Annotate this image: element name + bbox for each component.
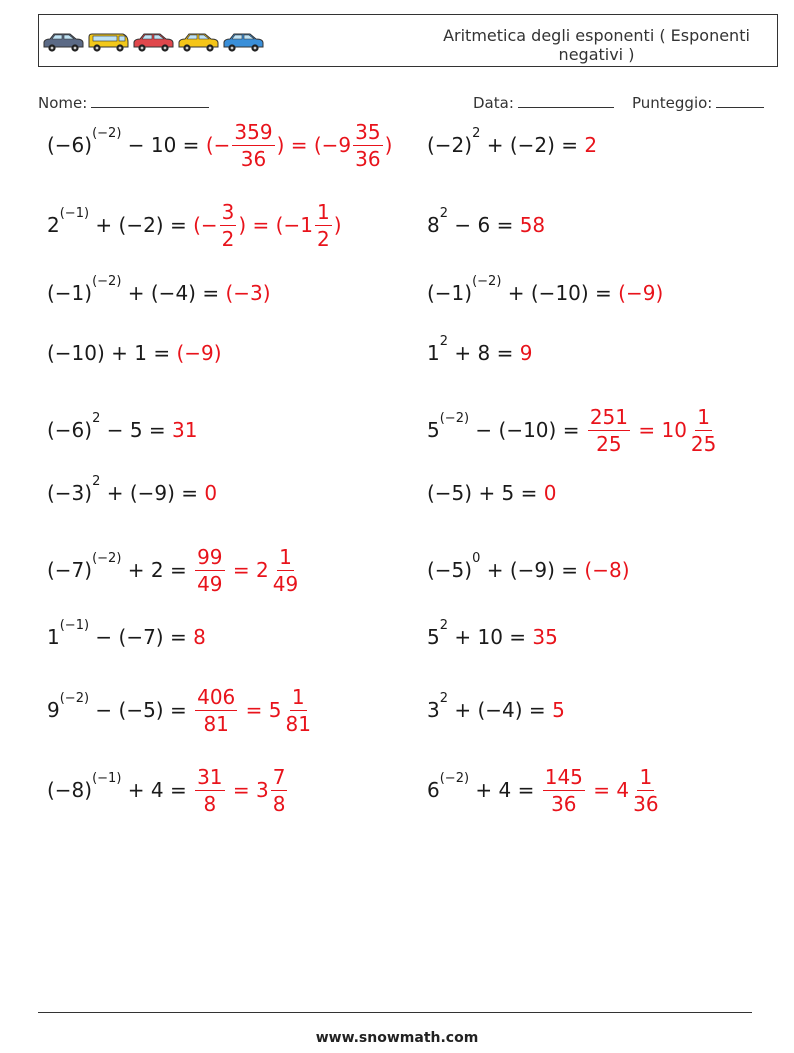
problem-expression [427,334,520,365]
fraction-numerator: 7 [272,764,286,789]
fraction [220,199,237,251]
expression-text: + 2 = [121,558,194,582]
answer-text: 2 [584,133,598,157]
problem-expression [427,691,553,722]
problem-expression [47,551,194,582]
expression-text: + 10 = [448,625,533,649]
score-blank [716,93,764,108]
answer-text: = 4 [586,778,630,802]
fraction-numerator: 1 [639,764,653,789]
problem-expression [47,618,194,649]
fraction [195,764,224,816]
fraction [353,119,382,171]
problem-expression [427,274,619,305]
problem-expression [427,411,586,442]
problem-expression [47,341,176,365]
problem-answer [544,481,557,505]
exponent: (−2) [92,274,122,289]
fraction [283,684,312,736]
fraction-numerator: 406 [197,684,236,709]
answer-text: 58 [519,213,546,237]
exponent: (−2) [439,771,470,786]
fraction-denominator: 8 [203,791,217,816]
problem-answer [193,199,342,251]
problem-p9 [47,400,198,460]
problem-p18 [427,680,565,740]
exponent: (−1) [59,618,90,633]
problem-answer [225,281,270,305]
cars-banner [42,29,265,53]
answer-text: = 5 [239,698,282,722]
fraction [631,764,660,816]
fraction-denominator: 2 [221,226,235,251]
expression-text: (−6) [47,133,93,157]
problem-p4 [427,195,545,255]
fraction-numerator: 145 [544,764,583,789]
name-blank [91,93,209,108]
problem-answer [193,625,206,649]
expression-text: − (−10) = [469,418,586,442]
expression-text: − 5 = [100,418,173,442]
problem-answer [520,341,533,365]
expression-text: 6 [427,778,440,802]
problem-answer [176,341,221,365]
worksheet-title: Aritmetica degli esponenti ( Esponenti negativi ) [443,26,750,64]
answer-text: (−9) [176,341,222,365]
fraction-numerator: 1 [279,544,292,569]
problem-answer [532,625,557,649]
expression-text: + 4 = [121,778,194,802]
score-label: Punteggio: [632,94,713,112]
expression-text: (−5) [427,558,473,582]
problem-p3 [47,195,342,255]
red-car-icon [132,31,175,53]
problem-answer [205,119,393,171]
fraction-denominator: 36 [240,146,267,171]
exponent: (−2) [472,274,502,289]
problem-p12 [427,463,557,523]
yellow-van-icon [87,31,130,53]
problem-p1 [47,115,392,175]
problem-expression [47,206,194,237]
problem-expression [427,618,533,649]
expression-text: + (−10) = [501,281,619,305]
problem-p2 [427,115,597,175]
exponent: 2 [92,411,101,426]
answer-text: 0 [204,481,218,505]
answer-text: (− [205,133,231,157]
fraction [315,199,332,251]
problem-answer [584,133,597,157]
expression-text: + (−4) = [448,698,553,722]
expression-text: (−3) [47,481,93,505]
answer-text: = 2 [226,558,269,582]
expression-text: (−7) [47,558,93,582]
fraction [689,404,718,456]
date-blank [518,93,614,108]
name-label: Nome: [38,94,88,112]
problem-expression [427,126,585,157]
fraction-denominator: 36 [633,791,659,816]
fraction-numerator: 31 [197,764,223,789]
problem-answer [618,281,663,305]
expression-text: + (−9) = [100,481,205,505]
problem-p11 [47,463,217,523]
problem-p16 [427,607,558,667]
problem-answer [541,764,663,816]
answer-text: 0 [543,481,557,505]
answer-text: (−3) [225,281,271,305]
problem-expression [47,274,226,305]
expression-text: (−6) [47,418,93,442]
answer-text: (− [193,213,218,237]
fraction-numerator: 1 [697,404,711,429]
exponent: (−2) [92,126,122,141]
fraction-denominator: 81 [203,711,229,736]
fraction-denominator: 2 [316,226,330,251]
expression-text: 1 [47,625,60,649]
answer-text: = 10 [632,418,687,442]
answer-text: ) [333,213,342,237]
fraction-denominator: 8 [272,791,286,816]
expression-text: (−5) + 5 = [427,481,544,505]
problem-expression [427,771,541,802]
exponent: 2 [92,474,101,489]
footer-divider [38,1012,752,1013]
answer-text: 31 [172,418,198,442]
exponent: (−2) [59,691,90,706]
fraction-denominator: 49 [197,571,223,596]
expression-text: 2 [47,213,60,237]
fraction [543,764,585,816]
expression-text: (−1) [47,281,93,305]
expression-text: + (−4) = [121,281,226,305]
expression-text: − (−7) = [89,625,194,649]
fraction-denominator: 36 [551,791,577,816]
problem-expression [47,771,194,802]
expression-text: (−2) [427,133,473,157]
problem-expression [427,551,585,582]
problem-answer [204,481,217,505]
expression-text: + (−2) = [89,213,194,237]
fraction [588,404,630,456]
problem-answer [584,558,629,582]
problem-expression [47,474,205,505]
expression-text: − (−5) = [89,698,194,722]
blue-car-icon [222,31,265,53]
problem-expression [47,411,173,442]
exponent: 2 [439,691,449,706]
fraction-denominator: 81 [285,711,311,736]
exponent: (−1) [59,206,90,221]
exponent: 2 [439,618,449,633]
fraction [271,764,288,816]
exponent: 2 [439,206,449,221]
grey-car-icon [42,31,85,53]
problem-p5 [47,263,271,323]
problem-answer [552,698,565,722]
answer-text: (−9) [618,281,664,305]
score-field [632,93,764,112]
exponent: 0 [472,551,481,566]
problem-p14 [427,540,630,600]
problem-expression [427,206,520,237]
expression-text: (−8) [47,778,93,802]
exponent: (−2) [439,411,470,426]
fraction-numerator: 99 [197,544,223,569]
answer-text: (−8) [584,558,630,582]
yellow-taxi-icon [177,31,220,53]
problem-answer [193,764,289,816]
expression-text: − 10 = [121,133,206,157]
problem-p20 [427,760,663,820]
exponent: 2 [472,126,481,141]
problem-answer [193,684,315,736]
worksheet-header [38,14,778,67]
expression-text: 9 [47,698,60,722]
fraction [195,684,237,736]
answer-text: ) = (−1 [238,213,313,237]
fraction-numerator: 1 [291,684,305,709]
fraction-numerator: 35 [355,119,381,144]
expression-text: + 8 = [448,341,520,365]
fraction-denominator: 25 [690,431,717,456]
expression-text: 8 [427,213,440,237]
problem-answer [520,213,545,237]
problem-expression [427,481,544,505]
problem-p7 [47,323,222,383]
fraction-denominator: 49 [272,571,299,596]
expression-text: (−1) [427,281,473,305]
name-field [38,93,209,112]
problem-p6 [427,263,663,323]
fraction-denominator: 25 [596,431,622,456]
problem-expression [47,691,194,722]
answer-text: 35 [532,625,558,649]
expression-text: − 6 = [448,213,520,237]
problem-p15 [47,607,206,667]
expression-text: + (−9) = [480,558,585,582]
fraction [195,544,224,596]
answer-text: 9 [519,341,533,365]
problem-p8 [427,323,532,383]
answer-text: = 3 [226,778,269,802]
problem-p13 [47,540,302,600]
problem-answer [193,544,302,596]
fraction [232,119,274,171]
problem-p10 [427,400,720,460]
date-field [473,93,614,112]
problem-answer [586,404,721,456]
expression-text: + 4 = [469,778,541,802]
problem-p19 [47,760,289,820]
expression-text: 5 [427,625,440,649]
expression-text: + (−2) = [480,133,585,157]
fraction-numerator: 359 [234,119,273,144]
date-label: Data: [473,94,514,112]
expression-text: (−10) + 1 = [47,341,177,365]
expression-text: 5 [427,418,440,442]
fraction [271,544,300,596]
fraction-numerator: 3 [221,199,235,224]
answer-text: ) = (−9 [276,133,352,157]
exponent: 2 [439,334,449,349]
exponent: (−2) [92,551,122,566]
answer-text: ) [384,133,393,157]
problem-p17 [47,680,315,740]
exponent: (−1) [92,771,122,786]
fraction-numerator: 1 [316,199,330,224]
answer-text: 5 [552,698,565,722]
fraction-numerator: 251 [589,404,628,429]
answer-text: 8 [193,625,206,649]
fraction-denominator: 36 [355,146,381,171]
footer-url: www.snowmath.com [315,1030,479,1046]
expression-text: 1 [427,341,440,365]
expression-text: 3 [427,698,440,722]
problem-expression [47,126,206,157]
problem-answer [172,418,197,442]
